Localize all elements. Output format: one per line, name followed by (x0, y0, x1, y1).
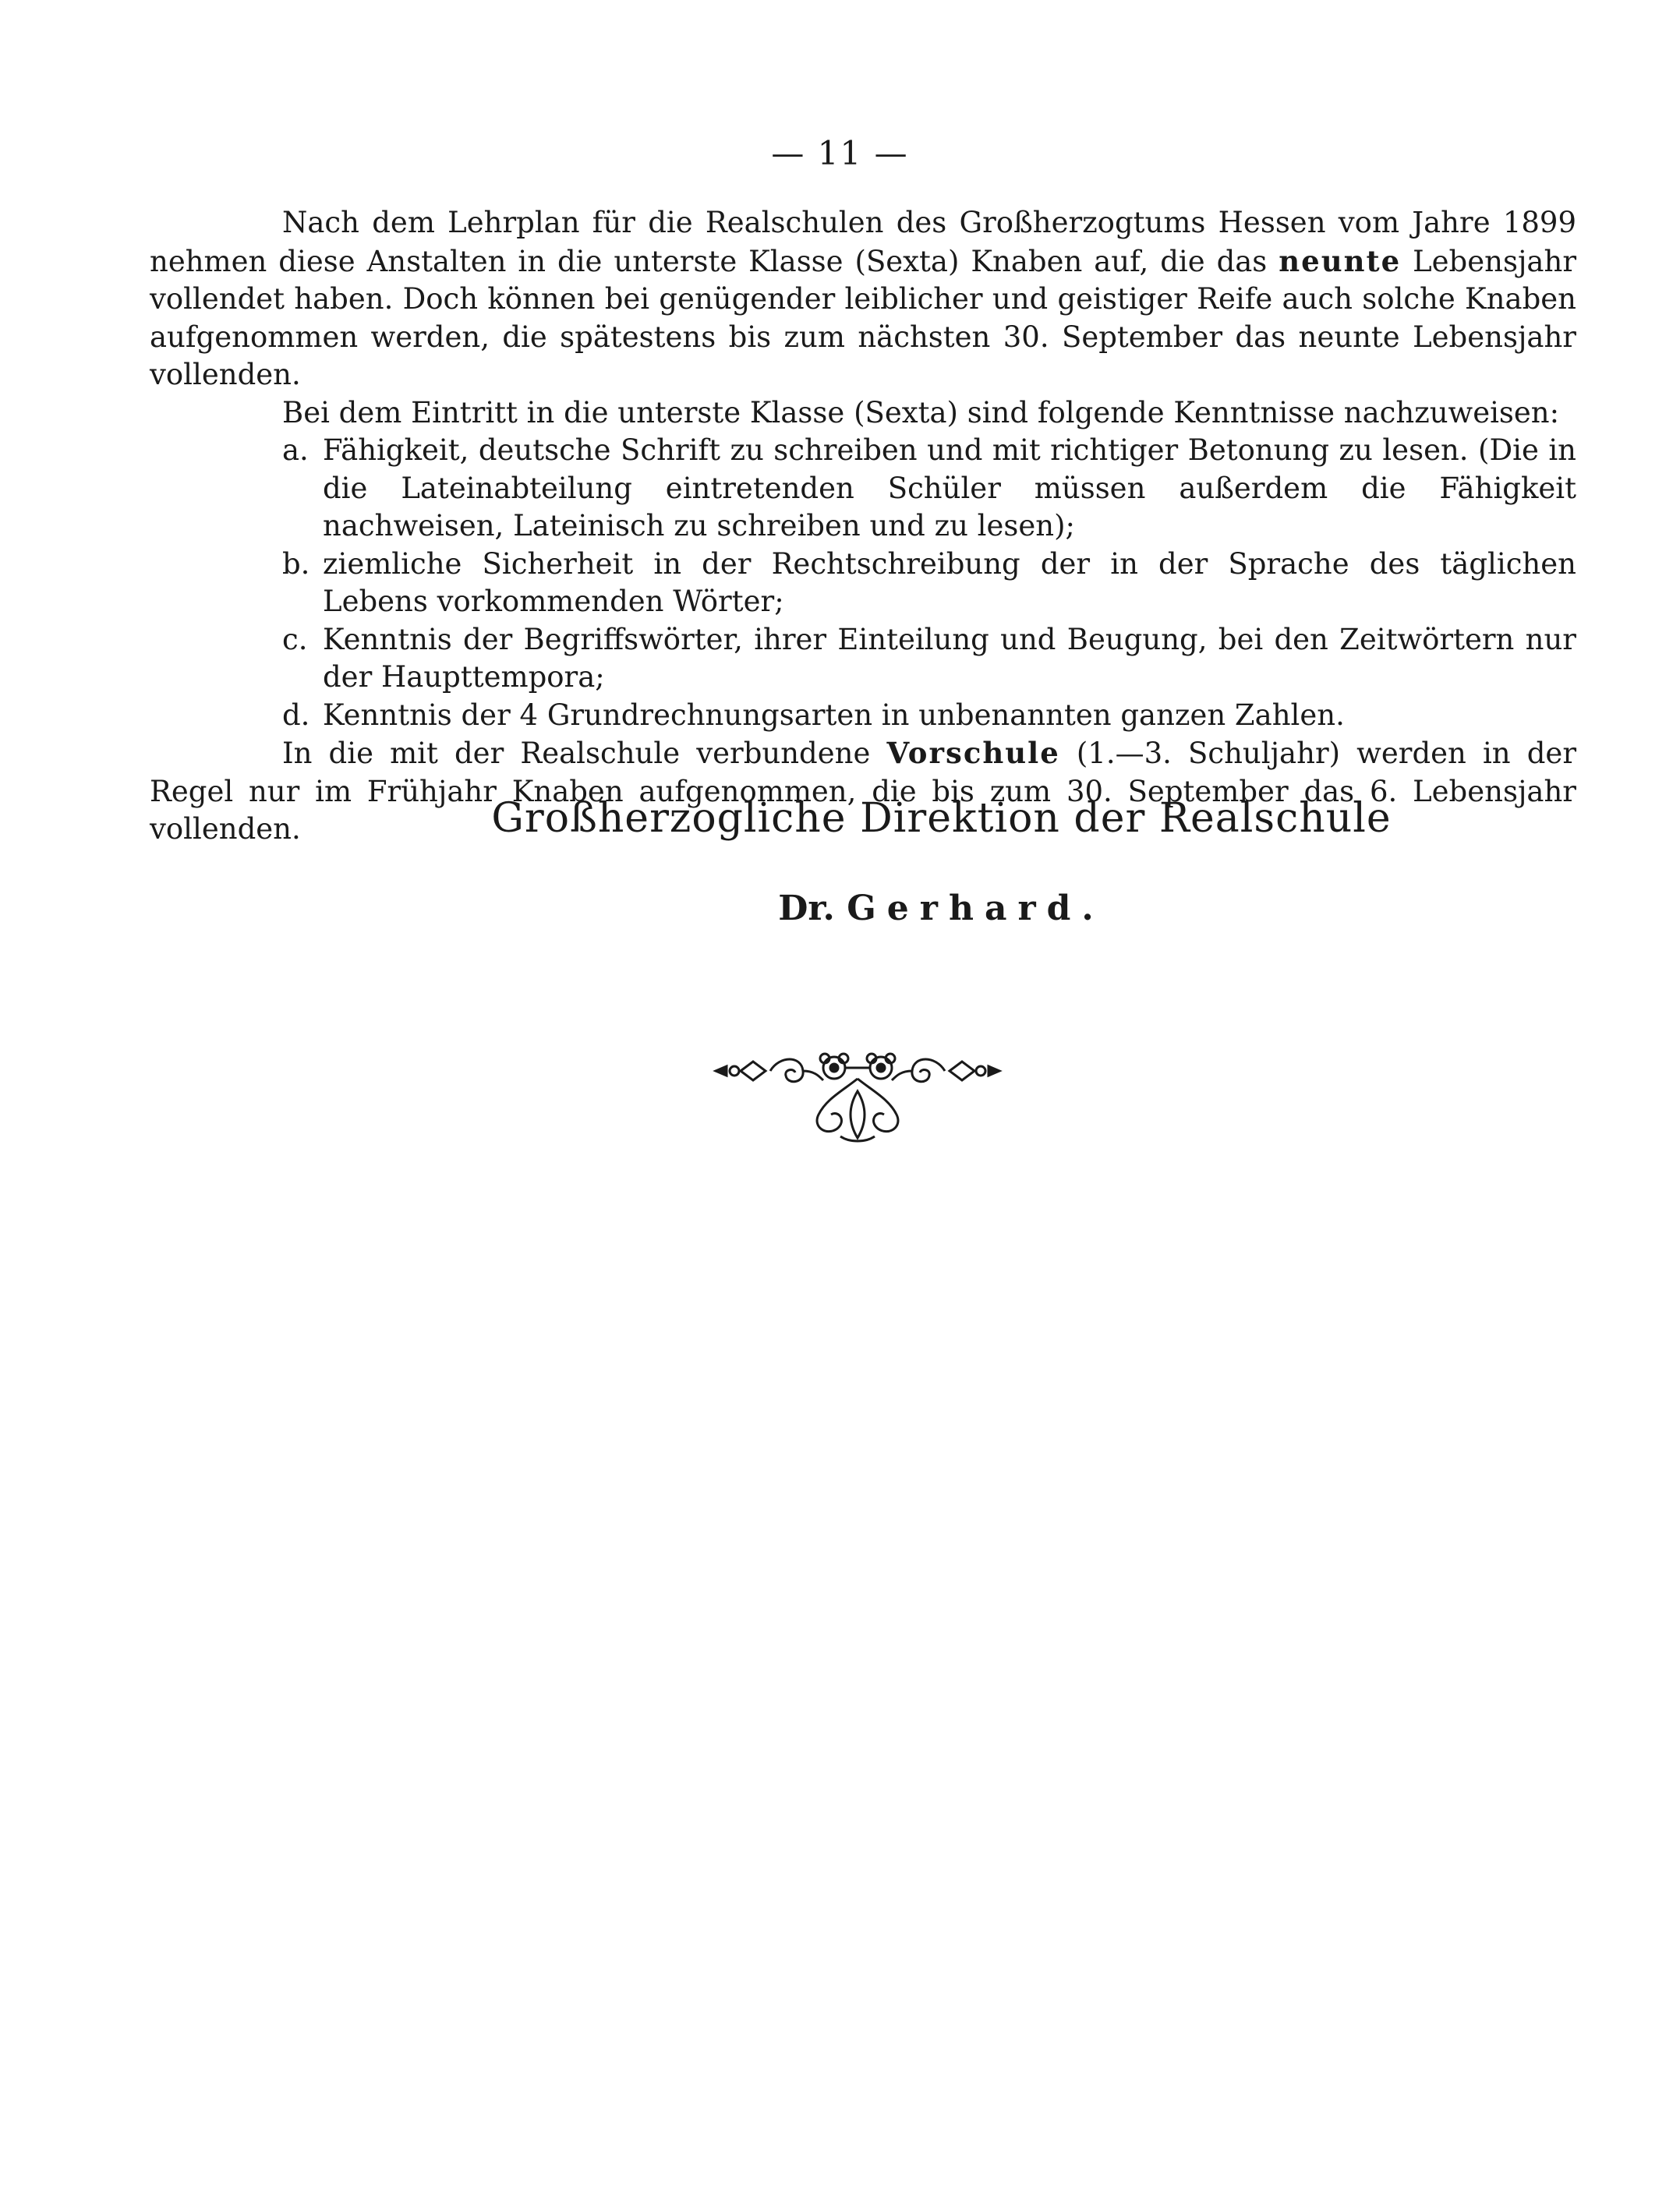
list-item (150, 697, 1576, 735)
list-label: c. (282, 622, 308, 656)
emphasis-vorschule: Vorschule (886, 736, 1060, 770)
paragraph-vorschule-start: In die mit der Realschule verbundene (282, 737, 871, 770)
paragraph-admission-age (150, 204, 1576, 394)
list-label: a. (282, 433, 309, 467)
paragraph-admission-age-start: Nach dem Lehrplan für die Realschulen des Großherzogtums Hessen vom Jahre 1899 nehmen diese Anstalten in die unterste Klasse (Sexta) Knaben auf, die das (150, 206, 1576, 278)
list-item (150, 546, 1576, 621)
requirements-list (150, 432, 1576, 734)
body-text (150, 204, 1576, 849)
signature-title: Dr. (778, 889, 835, 928)
floral-vignette-icon (709, 1044, 1006, 1154)
paragraph-admission-age-end: Lebensjahr vollendet haben. Doch können bei genügender leiblicher und geistiger Reife auch solche Knaben aufgenommen werden, die spätestens bis zum nächsten 30. September das neunte Lebensjahr vollenden. (150, 244, 1577, 391)
list-item (150, 621, 1576, 697)
signature-organization: Großherzogliche Direktion der Realschule (491, 795, 1392, 842)
emphasis-neunte: neunte (1279, 243, 1402, 278)
list-text: ziemliche Sicherheit in der Rechtschreibung der in der Sprache des täglichen Lebens vorkommenden Wörter; (323, 546, 1576, 618)
list-text: Kenntnis der Begriffswörter, ihrer Einteilung und Beugung, bei den Zeitwörtern nur der Haupttempora; (323, 622, 1576, 694)
paragraph-vorschule-end: (1.—3. Schuljahr) werden in der Regel nur im Frühjahr Knaben aufgenommen, die bis zum 30. September das 6. Lebensjahr vollenden. (150, 737, 1577, 846)
page-number: — 11 — (771, 134, 909, 172)
list-text: Kenntnis der 4 Grundrechnungsarten in unbenannten ganzen Zahlen. (323, 698, 1345, 732)
list-label: b. (282, 546, 310, 581)
list-label: d. (282, 698, 310, 732)
signature-block (0, 889, 1680, 928)
list-item (150, 432, 1576, 546)
paragraph-requirements-intro: Bei dem Eintritt in die unterste Klasse (Sexta) sind folgende Kenntnisse nachzuweisen: (282, 395, 1560, 429)
list-text: Fähigkeit, deutsche Schrift zu schreiben und mit richtiger Betonung zu lesen. (Die in die Lateinabteilung eintretenden Schüler müssen außerdem die Fähigkeit nachweisen, Lateinisch zu schreiben und zu lesen); (323, 433, 1576, 542)
signature-name: Gerhard. (847, 889, 1105, 928)
